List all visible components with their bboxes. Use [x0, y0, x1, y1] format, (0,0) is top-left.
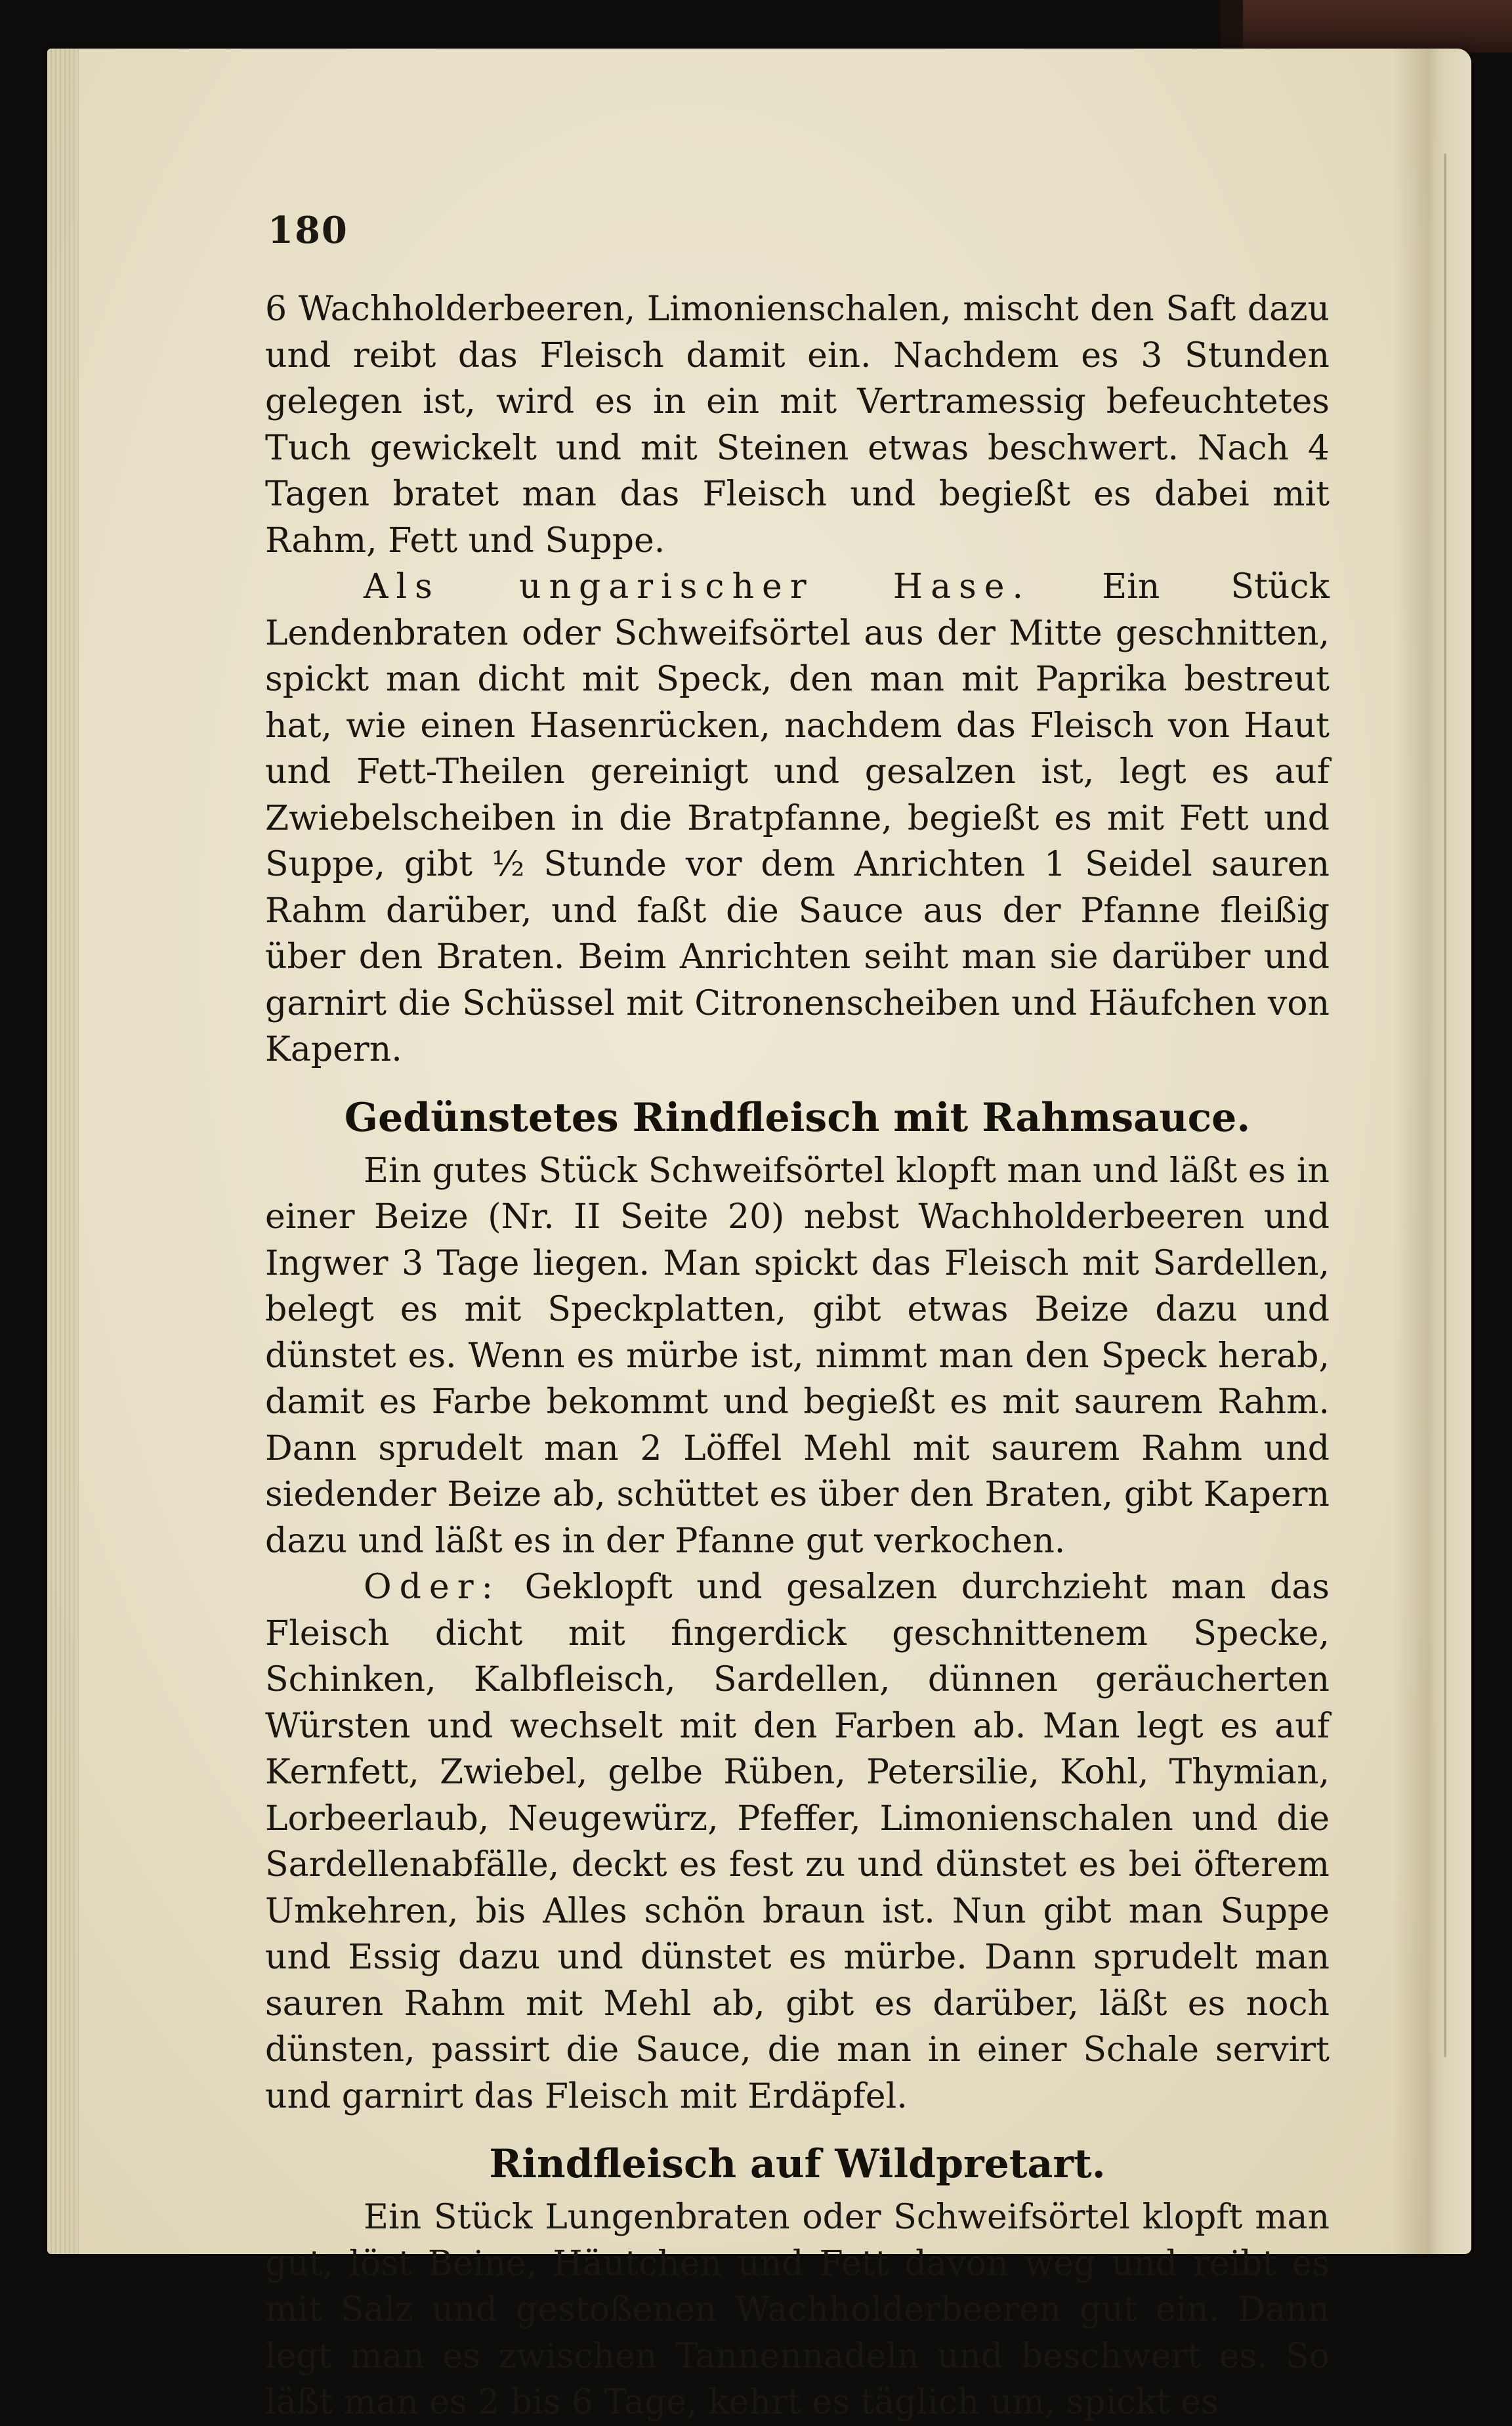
book-binding-edge [1221, 0, 1243, 53]
paragraph [265, 2194, 1330, 2426]
paragraph-text: Ein gutes Stück Schweifsörtel klopft man und läßt es in einer Beize (Nr. II Seite 20) nebst Wachholderbeeren und Ingwer 3 Tage liegen. Man spickt das Fleisch mit Sardellen, belegt es mit Speckplatten, gibt etwas Beize dazu und dünstet es. Wenn es mürbe ist, nimmt man den Speck herab, damit es Farbe bekommt und begießt es mit saurem Rahm. Dann sprudelt man 2 Löffel Mehl mit saurem Rahm und siedender Beize ab, schüttet es über den Braten, gibt Kapern dazu und läßt es in der Pfanne gut verkochen. [265, 1151, 1330, 1561]
paragraph-text: 6 Wachholderbeeren, Limonienschalen, mischt den Saft dazu und reibt das Fleisch damit ein. Nachdem es 3 Stunden gelegen ist, wird es in ein mit Vertramessig befeuchtetes Tuch gewickelt und mit Steinen etwas beschwert. Nach 4 Tagen bratet man das Fleisch und begießt es dabei mit Rahm, Fett und Suppe. [265, 289, 1330, 561]
next-page-edge [1444, 154, 1446, 2057]
page-number: 180 [268, 209, 348, 252]
paragraph [265, 1564, 1330, 2119]
page-gutter [1393, 49, 1471, 2254]
section-heading: Rindfleisch auf Wildpretart. [489, 2141, 1106, 2187]
paragraph [265, 286, 1330, 564]
paragraph [265, 1148, 1330, 1565]
book-binding [1221, 0, 1512, 53]
paragraph [265, 564, 1330, 1073]
paragraph-lead: Als ungarischer Hase. [364, 567, 1032, 606]
paragraph-text: Ein Stück Lungenbraten oder Schweifsörtel klopft man gut, löst Beine, Häutchen und Fett davon weg und reibt es mit Salz und gestoßenen Wachholderbeeren gut ein. Dann legt man es zwischen Tannennadeln und beschwert es. So läßt man es 2 bis 6 Tage, kehrt es täglich um, spickt es [265, 2198, 1330, 2422]
paragraph-lead: Oder: [364, 1567, 501, 1607]
page-body [265, 286, 1330, 2426]
paragraph-text: Ein Stück Lendenbraten oder Schweifsörtel aus der Mitte geschnitten, spickt man dicht mit Speck, den man mit Paprika bestreut hat, wie einen Hasenrücken, nachdem das Fleisch von Haut und Fett-Theilen gereinigt und gesalzen ist, legt es auf Zwiebelscheiben in die Bratpfanne, begießt es mit Fett und Suppe, gibt ½ Stunde vor dem Anrichten 1 Seidel sauren Rahm darüber, und faßt die Sauce aus der Pfanne fleißig über den Braten. Beim Anrichten seiht man sie darüber und garnirt die Schüssel mit Citronenscheiben und Häufchen von Kapern. [265, 567, 1330, 1069]
page-stack-edge [47, 49, 79, 2254]
section-heading: Gedünstetes Rindfleisch mit Rahmsauce. [344, 1094, 1251, 1141]
paragraph-text: Geklopft und gesalzen durchzieht man das Fleisch dicht mit fingerdick geschnittenem Specke, Schinken, Kalbfleisch, Sardellen, dünnen geräucherten Würsten und wechselt mit den Farben ab. Man legt es auf Kernfett, Zwiebel, gelbe Rüben, Petersilie, Kohl, Thymian, Lorbeerlaub, Neugewürz, Pfeffer, Limonienschalen und die Sardellenabfälle, deckt es fest zu und dünstet es bei öfterem Umkehren, bis Alles schön braun ist. Nun gibt man Suppe und Essig dazu und dünstet es mürbe. Dann sprudelt man sauren Rahm mit Mehl ab, gibt es darüber, läßt es noch dünsten, passirt die Sauce, die man in einer Schale servirt und garnirt das Fleisch mit Erdäpfel. [265, 1567, 1330, 2116]
